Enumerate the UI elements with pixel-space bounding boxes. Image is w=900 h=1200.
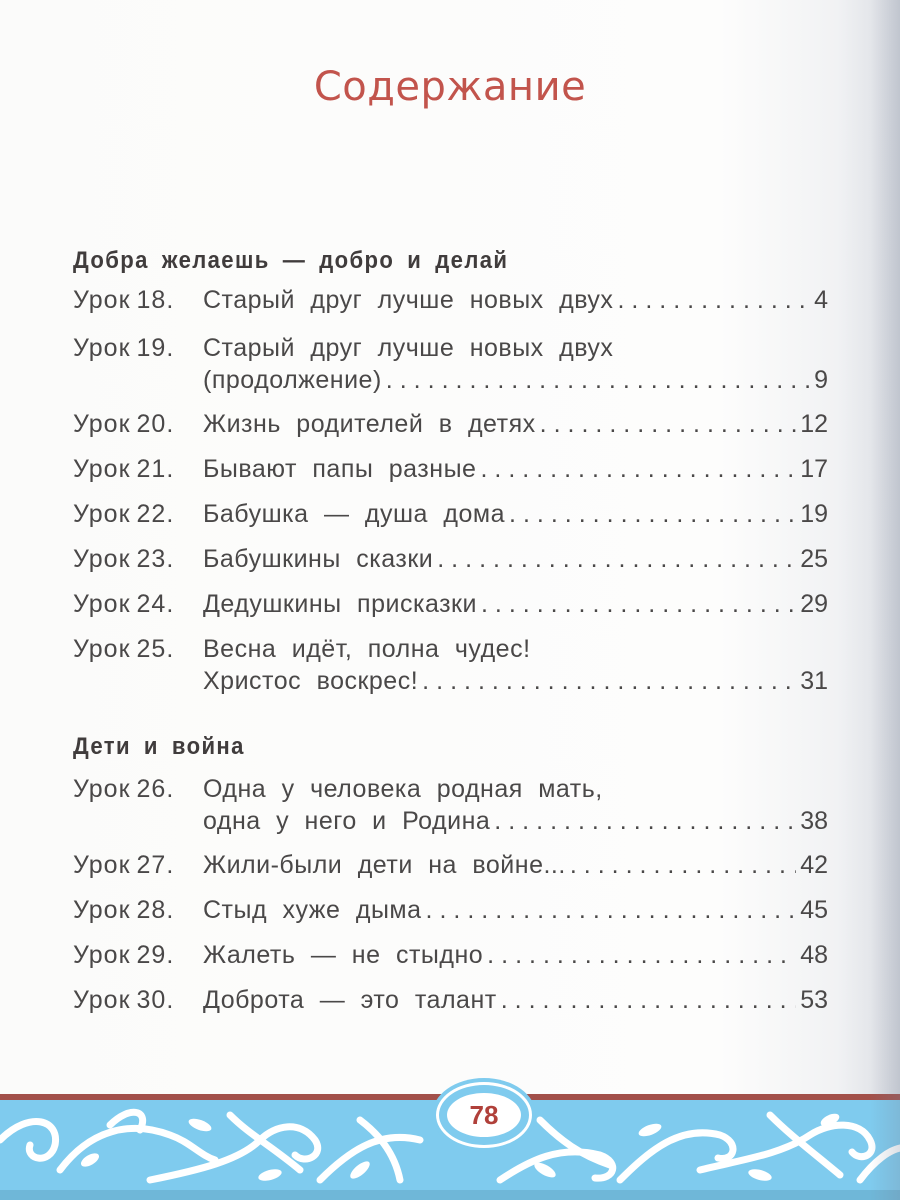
page-number-badge: [436, 1082, 532, 1148]
toc-entry-29[interactable]: [73, 941, 828, 973]
leader-dots: [570, 851, 796, 880]
toc-entry-21[interactable]: [73, 455, 828, 487]
lesson-title: Бабушкины сказки: [203, 545, 434, 573]
lesson-title: Жалеть — не стыдно: [203, 941, 484, 969]
lesson-label: Урок 26.: [73, 775, 175, 803]
lesson-title: Бывают папы разные: [203, 455, 477, 483]
section-title-1: Добра желаешь — добро и делай: [73, 247, 509, 274]
lesson-title: Одна у человека родная мать,: [203, 775, 603, 803]
leader-dots: [480, 455, 796, 484]
leader-dots: [481, 590, 796, 619]
lesson-label: Урок 19.: [73, 334, 175, 362]
toc-entry-18[interactable]: [73, 286, 828, 318]
toc-entry-20[interactable]: [73, 410, 828, 442]
lesson-title: Жизнь родителей в детях: [203, 410, 536, 438]
footer-bottom-strip: [0, 1190, 900, 1200]
lesson-title: Старый друг лучше новых двух: [203, 286, 614, 314]
section-title-2: Дети и война: [73, 733, 245, 760]
page-ref: 25: [800, 545, 828, 573]
page-ref: 17: [800, 455, 828, 483]
lesson-title: Доброта — это талант: [203, 986, 497, 1014]
toc-entry-24[interactable]: [73, 590, 828, 622]
toc-entry-30[interactable]: [73, 986, 828, 1018]
lesson-label: Урок 22.: [73, 500, 175, 528]
lesson-title: Старый друг лучше новых двух: [203, 334, 614, 362]
page-number: 78: [469, 1099, 499, 1130]
page-ref: 9: [814, 366, 828, 394]
lesson-label: Урок 21.: [73, 455, 175, 483]
page-ref: 31: [800, 667, 828, 695]
page-ref: 19: [800, 500, 828, 528]
lesson-label: Урок 28.: [73, 896, 175, 924]
toc-entry-23[interactable]: [73, 545, 828, 577]
page-ref: 29: [800, 590, 828, 618]
lesson-label: Урок 27.: [73, 851, 175, 879]
lesson-title: Бабушка — душа дома: [203, 500, 505, 528]
lesson-title: Дедушкины присказки: [203, 590, 477, 618]
page-ref: 12: [800, 410, 828, 438]
toc-entry-25[interactable]: [73, 635, 828, 699]
leader-dots: [422, 667, 796, 696]
lesson-label: Урок 24.: [73, 590, 175, 618]
toc-entry-22[interactable]: [73, 500, 828, 532]
leader-dots: [617, 286, 810, 315]
lesson-label: Урок 29.: [73, 941, 175, 969]
page-edge-shadow: [870, 0, 900, 1200]
lesson-title: Весна идёт, полна чудес!: [203, 635, 531, 663]
lesson-title: Жили-были дети на войне...: [203, 851, 566, 879]
toc-entry-26[interactable]: [73, 775, 828, 839]
lesson-title-cont: Христос воскрес!: [203, 667, 419, 695]
lesson-label: Урок 20.: [73, 410, 175, 438]
lesson-label: Урок 23.: [73, 545, 175, 573]
leader-dots: [501, 986, 796, 1015]
toc-entry-27[interactable]: [73, 851, 828, 883]
leader-dots: [509, 500, 796, 529]
page-title: Содержание: [313, 64, 587, 110]
page-ref: 45: [800, 896, 828, 924]
leader-dots: [386, 366, 810, 395]
page-ref: 38: [800, 807, 828, 835]
leader-dots: [426, 896, 797, 925]
lesson-label: Урок 25.: [73, 635, 175, 663]
lesson-label: Урок 18.: [73, 286, 175, 314]
leader-dots: [487, 941, 796, 970]
leader-dots: [494, 807, 796, 836]
lesson-label: Урок 30.: [73, 986, 175, 1014]
toc-entry-19[interactable]: [73, 334, 828, 398]
page-ref: 4: [814, 286, 828, 314]
lesson-title: Стыд хуже дыма: [203, 896, 422, 924]
leader-dots: [540, 410, 797, 439]
page-ref: 48: [800, 941, 828, 969]
page-ref: 53: [800, 986, 828, 1014]
toc-entry-28[interactable]: [73, 896, 828, 928]
page-ref: 42: [800, 851, 828, 879]
lesson-title-cont: (продолжение): [203, 366, 382, 394]
leader-dots: [437, 545, 796, 574]
lesson-title-cont: одна у него и Родина: [203, 807, 491, 835]
